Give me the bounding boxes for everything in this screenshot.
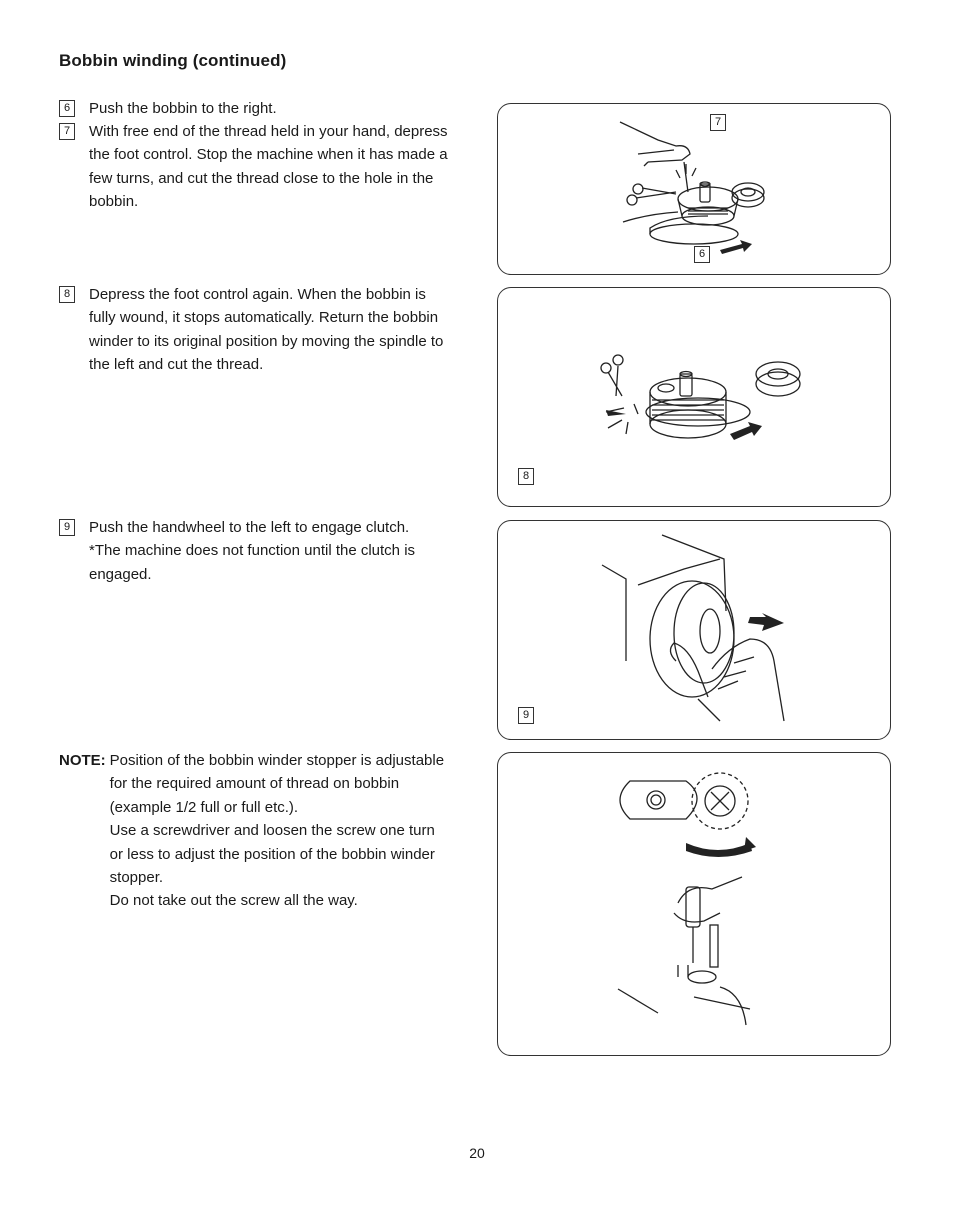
handwheel-clutch-illustration xyxy=(498,521,890,739)
step-6 xyxy=(59,97,449,120)
step-number-box: 9 xyxy=(59,519,75,536)
figure-bobbin-thread-cut xyxy=(497,103,891,275)
note-line: Position of the bobbin winder stopper is adjustable for the required amount of thread on bobbin (example 1/2 full or full etc.). xyxy=(109,752,445,816)
stopper-screw-illustration xyxy=(498,753,890,1055)
page-title: Bobbin winding (continued) xyxy=(59,51,287,70)
note-line: Do not take out the screw all the way. xyxy=(109,892,358,910)
figure-label: 9 xyxy=(518,707,534,724)
step-number-box: 7 xyxy=(59,123,75,140)
step-text: Push the handwheel to the left to engage clutch. xyxy=(89,519,410,536)
step-text: With free end of the thread held in your hand, depress the foot control. Stop the machine when it has made a few turns, and cut the thread close to the hole in the bobbin. xyxy=(89,123,448,211)
bobbin-full-illustration xyxy=(498,288,890,506)
figure-handwheel-clutch xyxy=(497,520,891,740)
step-text: Depress the foot control again. When the bobbin is fully wound, it stops automatically. Return the bobbin winder to its original position by moving the spindle to the left and cut the thread. xyxy=(89,286,444,374)
figure-label: 6 xyxy=(694,246,710,263)
step-number-box: 8 xyxy=(59,286,75,303)
page-number: 20 xyxy=(469,1145,485,1161)
figure-label: 7 xyxy=(710,114,726,131)
figure-bobbin-full xyxy=(497,287,891,507)
figure-stopper-screw xyxy=(497,752,891,1056)
clutch-subnote: *The machine does not function until the clutch is engaged. xyxy=(89,542,416,583)
step-number-box: 6 xyxy=(59,100,75,117)
note-line: Use a screwdriver and loosen the screw one turn or less to adjust the position of the bobbin winder stopper. xyxy=(109,822,435,887)
bobbin-stopper-note xyxy=(59,749,449,913)
step-text: Push the bobbin to the right. xyxy=(89,100,277,117)
figure-label: 8 xyxy=(518,468,534,485)
step-9 xyxy=(59,516,449,586)
step-8 xyxy=(59,283,449,377)
note-label: NOTE: xyxy=(59,752,106,769)
step-7 xyxy=(59,120,449,214)
